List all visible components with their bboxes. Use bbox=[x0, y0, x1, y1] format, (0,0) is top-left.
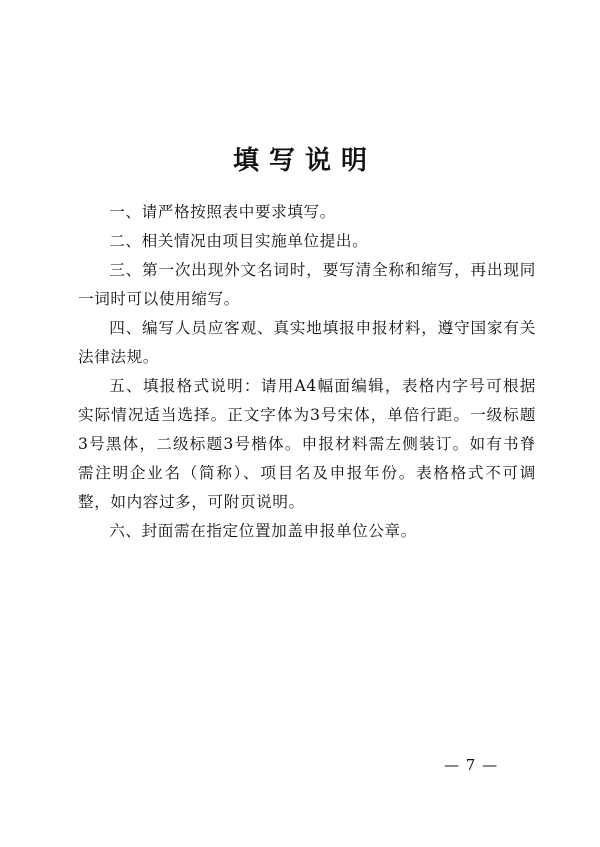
instructions-body bbox=[78, 198, 536, 546]
page-number: — 7 — bbox=[444, 756, 499, 774]
instruction-paragraph-3: 三、第一次出现外文名词时，要写清全称和缩写，再出现同一词时可以使用缩写。 bbox=[78, 261, 536, 308]
page-title: 填写说明 bbox=[232, 146, 377, 176]
instruction-paragraph-4: 四、编写人员应客观、真实地填报申报材料，遵守国家有关法律法规。 bbox=[78, 319, 536, 366]
instruction-paragraph-6: 六、封面需在指定位置加盖申报单位公章。 bbox=[109, 522, 417, 540]
instruction-paragraph-5: 五、填报格式说明：请用A4幅面编辑，表格内字号可根据实际情况适当选择。正文字体为3号宋体，单倍行距。一级标题3号黑体，二级标题3号楷体。申报材料需左侧装订。如有书脊需注明企业名（简称）、项目名及申报年份。表格格式不可调整，如内容过多，可附页说明。 bbox=[78, 377, 536, 511]
instruction-paragraph-2: 二、相关情况由项目实施单位提出。 bbox=[109, 232, 369, 250]
instruction-paragraph-1: 一、请严格按照表中要求填写。 bbox=[109, 203, 336, 221]
